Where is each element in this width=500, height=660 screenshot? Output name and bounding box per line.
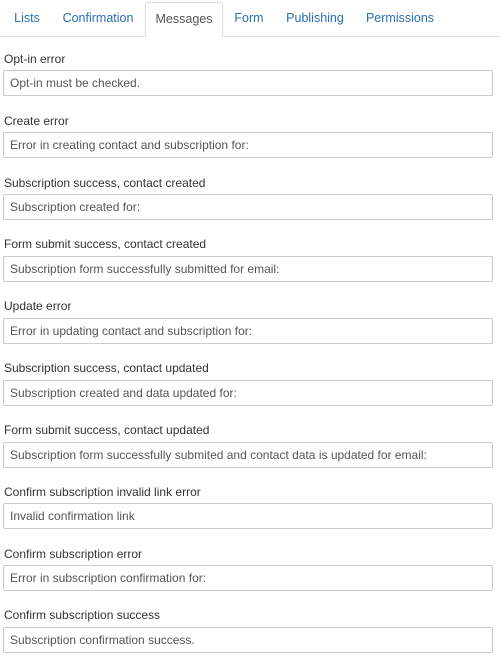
opt-in-error-input[interactable]: [3, 70, 493, 96]
form-submit-success-updated-label: Form submit success, contact updated: [4, 423, 210, 437]
create-error-input[interactable]: [3, 132, 493, 158]
form-submit-success-created-input[interactable]: [3, 256, 493, 282]
confirm-subscription-error-input[interactable]: [3, 565, 493, 591]
create-error-label: Create error: [4, 114, 69, 128]
tab-lists[interactable]: Lists: [14, 11, 40, 25]
confirm-subscription-error-label: Confirm subscription error: [4, 547, 143, 561]
subscription-success-updated-label: Subscription success, contact updated: [4, 361, 209, 375]
confirm-invalid-link-error-label: Confirm subscription invalid link error: [4, 485, 201, 499]
update-error-input[interactable]: [3, 318, 493, 344]
form-submit-success-created-label: Form submit success, contact created: [4, 237, 207, 251]
subscription-success-created-label: Subscription success, contact created: [4, 176, 206, 190]
tab-messages[interactable]: Messages: [145, 2, 223, 37]
confirm-invalid-link-error-input[interactable]: [3, 503, 493, 529]
subscription-success-created-input[interactable]: [3, 194, 493, 220]
form-submit-success-updated-input[interactable]: [3, 442, 493, 468]
tab-publishing[interactable]: Publishing: [286, 11, 344, 25]
tab-confirmation[interactable]: Confirmation: [62, 11, 134, 25]
update-error-label: Update error: [4, 299, 72, 313]
tab-permissions[interactable]: Permissions: [365, 11, 435, 25]
tab-form[interactable]: Form: [234, 11, 264, 25]
tab-bar: [0, 0, 500, 37]
confirm-subscription-success-input[interactable]: [3, 627, 493, 653]
confirm-subscription-success-label: Confirm subscription success: [4, 608, 161, 622]
opt-in-error-label: Opt-in error: [4, 52, 66, 66]
subscription-success-updated-input[interactable]: [3, 380, 493, 406]
